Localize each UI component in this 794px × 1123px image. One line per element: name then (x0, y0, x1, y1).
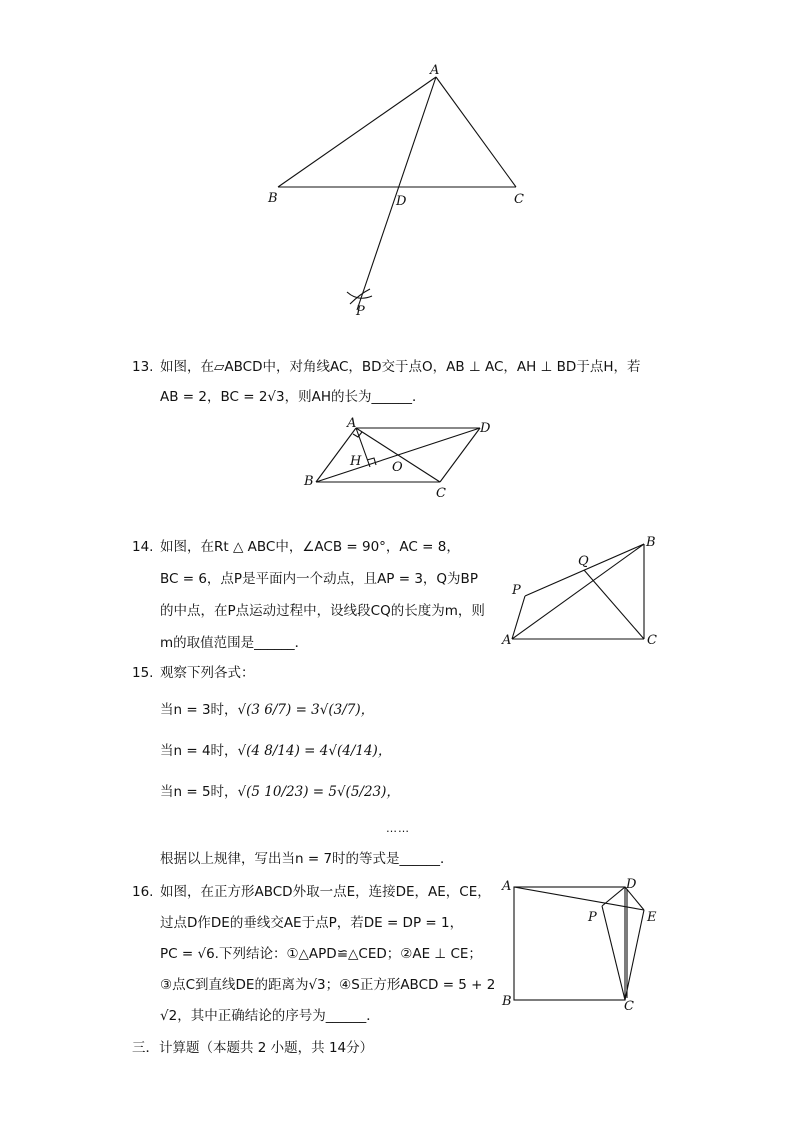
fig16-label-e: E (647, 910, 657, 925)
fig16-seg-pc (602, 906, 625, 1000)
q16-text-line1: 如图，在正方形ABCD外取一点E，连接DE，AE，CE， (160, 884, 491, 900)
q15-eq2-prefix: 当n = 4时， (160, 743, 238, 759)
fig14-seg-cq (584, 570, 644, 639)
q15-number: 15. (132, 665, 154, 681)
fig12-side-ac (436, 77, 516, 187)
fig16-label-c: C (624, 999, 634, 1014)
q16-text-line3: PC = √6.下列结论：①△APD≌△CED；②AE ⊥ CE； (160, 946, 482, 962)
q15-eq3-body: √(5 10/23) = 5√(5/23)， (237, 784, 400, 800)
fig13-label-d: D (480, 421, 491, 436)
q15-eq1 (160, 700, 374, 720)
fig13-label-a: A (347, 416, 357, 431)
fig14-label-c: C (647, 633, 657, 648)
q16-text-line4: ③点C到直线DE的距离为√3；④S正方形ABCD = 5 + 2 (160, 977, 496, 993)
q15-question: 根据以上规律，写出当n = 7时的等式是______． (160, 851, 454, 867)
fig14-label-b: B (646, 535, 656, 550)
figure-q13 (0, 410, 794, 510)
q13-text-line2: AB = 2，BC = 2√3，则AH的长为______． (160, 389, 426, 405)
fig14-label-q: Q (578, 554, 589, 569)
fig13-side-dc (440, 428, 480, 482)
fig14-label-p: P (512, 583, 521, 598)
q15-eq2 (160, 741, 391, 761)
fig13-label-c: C (436, 486, 446, 501)
fig12-label-d: D (396, 194, 407, 209)
q15-eq2-body: √(4 8/14) = 4√(4/14)， (237, 743, 392, 759)
q14-text-line4: m的取值范围是______． (160, 635, 309, 651)
fig13-label-o: O (392, 460, 403, 475)
fig16-label-b: B (502, 994, 512, 1009)
figure-q14 (0, 532, 794, 652)
q15-ellipsis: …… (386, 822, 410, 835)
fig12-label-p: P (356, 304, 365, 319)
q16-number: 16. (132, 884, 154, 900)
q15-eq3 (160, 782, 400, 802)
fig16-seg-dp (602, 887, 625, 906)
section-3-title: 三．计算题（本题共 2 小题，共 14分） (132, 1040, 374, 1056)
q15-intro: 观察下列各式： (160, 665, 255, 681)
q13-text-line1: 如图，在▱ABCD中，对角线AC，BD交于点O，AB ⊥ AC，AH ⊥ BD于点H，若 (160, 359, 641, 375)
q16-text-line5: √2，其中正确结论的序号为______． (160, 1008, 380, 1024)
fig16-seg-ce (625, 910, 644, 1000)
figure-q12 (0, 0, 794, 330)
q13-number: 13. (132, 359, 154, 375)
q14-number: 14. (132, 539, 154, 555)
fig12-side-ab (278, 77, 436, 187)
fig12-label-c: C (514, 192, 524, 207)
fig16-label-a: A (502, 879, 512, 894)
q14-text-line3: 的中点，在P点运动过程中，设线段CQ的长度为m，则 (160, 603, 485, 619)
q16-text-line2: 过点D作DE的垂线交AE于点P，若DE = DP = 1， (160, 915, 464, 931)
q15-eq3-prefix: 当n = 5时， (160, 784, 238, 800)
fig14-seg-ap (512, 596, 525, 639)
fig13-label-h: H (350, 454, 362, 469)
fig14-label-a: A (502, 633, 512, 648)
q15-eq1-body: √(3 6/7) = 3√(3/7)， (237, 702, 375, 718)
q15-eq1-prefix: 当n = 3时， (160, 702, 238, 718)
fig16-label-d: D (626, 877, 637, 892)
fig13-label-b: B (304, 474, 314, 489)
figure-q16 (0, 875, 794, 1015)
fig16-label-p: P (588, 910, 597, 925)
q14-text-line1: 如图，在Rt △ ABC中，∠ACB = 90°，AC = 8， (160, 539, 460, 555)
fig12-label-b: B (268, 191, 278, 206)
q14-text-line2: BC = 6，点P是平面内一个动点，且AP = 3，Q为BP (160, 571, 478, 587)
fig12-label-a: A (430, 63, 440, 78)
